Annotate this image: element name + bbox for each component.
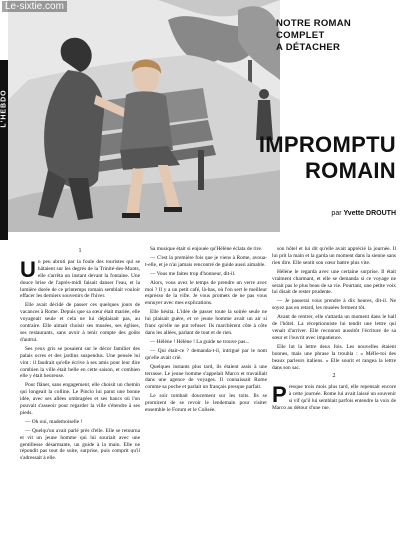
- kicker: [276, 18, 351, 54]
- story-title: [256, 132, 396, 184]
- chapter-number: 1: [78, 248, 82, 254]
- kicker-line: COMPLET: [276, 30, 325, 41]
- paragraph: Ses yeux gris se posaient sur le décor familier des palais ocres et des jardins suspendus. Une pensée lui vint : il faudrait qu'elle écrive à ses amis pour leur dire combien la ville était belle en cette saison, et combien elle y était heureuse.: [20, 345, 140, 380]
- kicker-line: NOTRE ROMAN: [276, 18, 352, 29]
- illustration-park-bench: [8, 0, 280, 232]
- paragraph: resque trois mois plus tard, elle repensait encore à cette journée. Rome lui avait laissé un souvenir si vif qu'il lui semblait parfois entendre la voix de Marco au détour d'une rue.: [272, 384, 396, 412]
- text-column-2: [145, 246, 267, 533]
- byline-author: Yvette DROUTH: [343, 210, 396, 217]
- paragraph: Sa musique était si enjouée qu'Hélène éclata de rire.: [150, 246, 263, 252]
- paragraph: — Je passerai vous prendre à dix heures, dit-il. Ne soyez pas en retard, les musées ferment tôt.: [272, 298, 396, 312]
- paragraph: Elle hésita. L'idée de passer toute la soirée seule ne lui plaisait guère, et ce jeune homme avait un air si franc qu'elle ne put refuser. Ils marchèrent côte à côte dans les allées, parlant de tout et de rien.: [145, 309, 267, 336]
- kicker-line: A DÉTACHER: [276, 42, 341, 53]
- section-label: L'HEBDO: [0, 89, 8, 128]
- title-line: ROMAIN: [304, 158, 396, 183]
- paragraph: Elle lut la lettre deux fois. Les nouvelles étaient bonnes, mais une phrase la troubla : « Méfie-toi des beaux parleurs italiens. » Elle sourit et rangea la lettre dans son sac.: [272, 343, 396, 371]
- paragraph: — Oh oui, mademoiselle !: [25, 418, 83, 425]
- paragraph: — C'est la première fois que je viens à Rome, avoua-t-elle, et je n'ai jamais rencontré de guide aussi aimable.: [145, 254, 267, 268]
- chapter-number: 2: [332, 373, 336, 380]
- paragraph: — Hélène ! Hélène ! La guide ne trouve pas...: [150, 338, 250, 345]
- byline-prefix: par: [331, 210, 344, 217]
- paragraph: Avant de rentrer, elle s'attarda un moment dans le hall de l'hôtel. La réceptionniste lui tendit une lettre qui venait d'arriver. Elle reconnut aussitôt l'écriture de sa sœur et l'ouvrit avec impatience.: [272, 314, 396, 341]
- byline: [240, 210, 396, 217]
- paragraph: — Vous me faites trop d'honneur, dit-il.: [150, 270, 236, 277]
- paragraph: Elle avait décidé de passer ces quelques jours de vacances à Rome. Depuis que sa sœur était mariée, elle voyageait seule et cela ne lui déplaisait pas, au contraire. Elle aimait choisir ses musées, ses églises, ses restaurants, sans avoir à tenir compte des goûts d'autrui.: [20, 302, 140, 343]
- watermark: Le-sixtie.com: [2, 1, 67, 12]
- paragraph: Le soir tombait doucement sur les toits. Ils se promirent de se revoir le lendemain pour visiter ensemble le Forum et le Colisée.: [145, 393, 267, 414]
- paragraph: — Quelqu'un avait parlé près d'elle. Elle se retourna et vit un jeune homme qui lui souriait avec une gentillesse désarmante, un guide à la main. Elle ne répondit pas tout de suite, surprise, puis comprit qu'il s'adressait à elle.: [20, 427, 140, 462]
- drop-cap: U: [20, 256, 36, 282]
- paragraph: n peu abruti par la foule des touristes qui se hâtaient sur les degrés de la Trinité-des-Monts, elle s'arrêta un instant devant la fontaine. Une douce brise de l'après-midi faisait danser l'eau, et la lumière dorée de ce printemps romain semblait vouloir effacer les derniers souvenirs de l'hiver.: [20, 258, 140, 300]
- title-line: IMPROMPTU: [258, 132, 396, 157]
- paragraph: Pour flâner, sans engagement, elle choisit un chemin qui longeait la colline. Le Pincio lui parut une bonne idée, avec ses allées ombragées et ses bancs où l'on pouvait s'asseoir pour regarder la ville s'étendre à ses pieds.: [20, 382, 140, 416]
- paragraph: Hélène le regarda avec une certaine surprise. Il était vraiment charmant, et elle se demanda si ce voyage ne serait pas le plus beau de sa vie. Pourtant, une petite voix lui disait de rester prudente.: [272, 268, 396, 296]
- drop-cap: P: [272, 382, 287, 408]
- paragraph: Quelques instants plus tard, ils étaient assis à une terrasse. Le jeune homme s'appelait Marco et travaillait dans une agence de voyages. Il connaissait Rome comme sa poche et parlait un français presque parfait.: [145, 363, 267, 391]
- text-column-3: [272, 246, 396, 533]
- text-column-1: [20, 246, 140, 533]
- paragraph: Alors, vous avez le temps de prendre un verre avec moi ? Il y a un petit café, là-bas, où l'on sert le meilleur espresso de la ville. Je vous promets de ne pas vous ennuyer avec mes explications.: [145, 279, 267, 307]
- paragraph: — Qui était-ce ? demanda-t-il, intrigué par le nom qu'elle avait crié.: [145, 347, 267, 361]
- paragraph: son hôtel et lui dit qu'elle avait apprécié la journée. Il lui prit la main et la garda un moment dans la sienne sans rien dire. Elle sentit son cœur battre plus vite.: [272, 246, 396, 266]
